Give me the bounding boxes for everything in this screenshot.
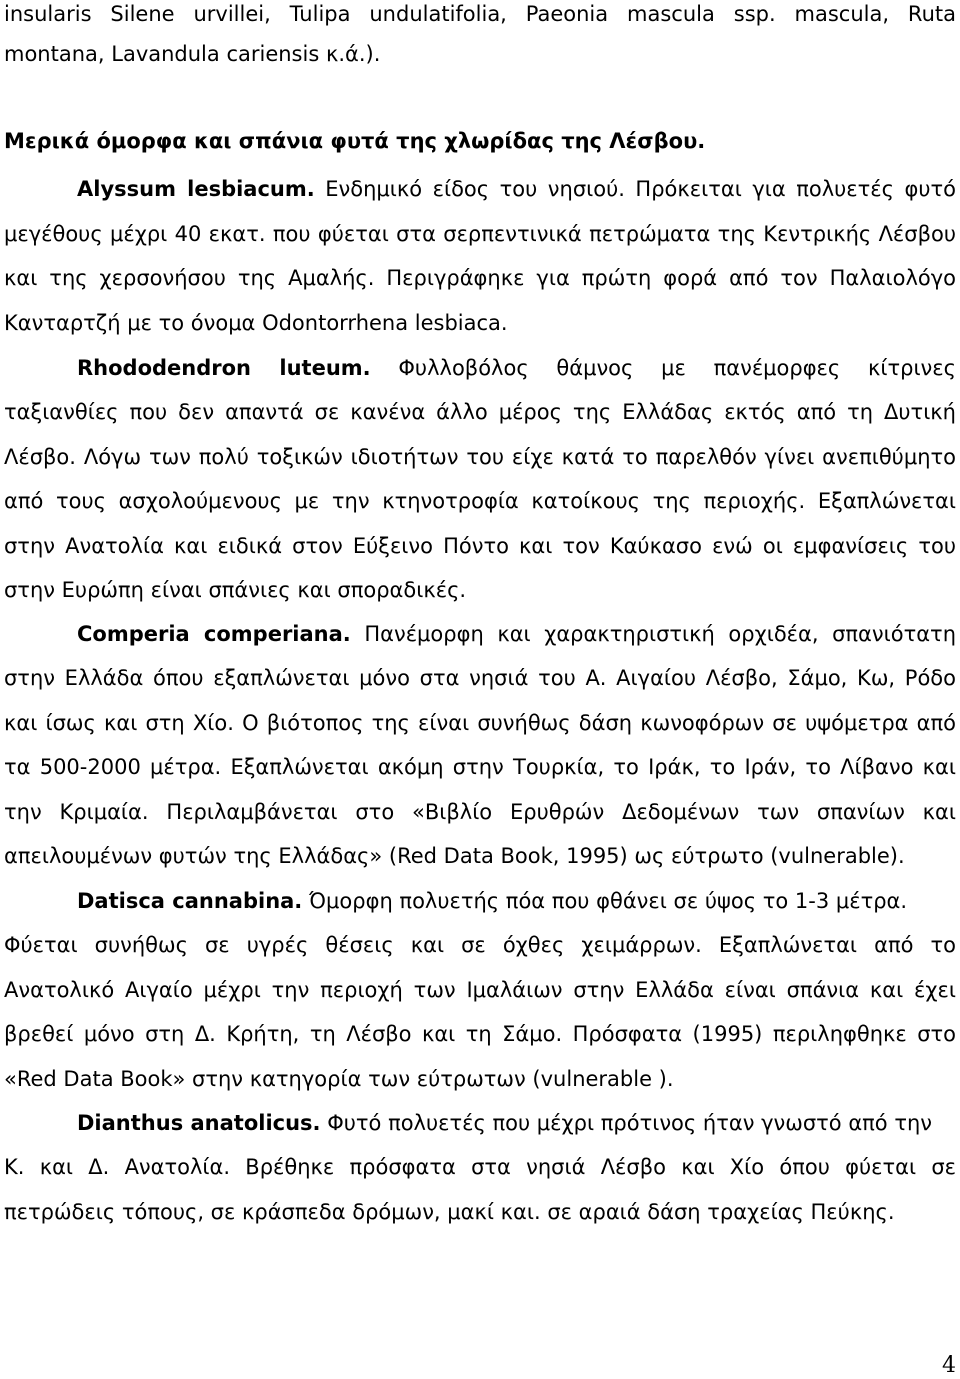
- dianthus-name: Dianthus anatolicus.: [77, 1111, 321, 1135]
- comperia-line-3: και ίσως και στη Χίο. Ο βιότοπος της είναι συνήθως δάση κωνοφόρων σε υψόμετρα από: [4, 711, 956, 735]
- intro-line-1: insularis Silene urvillei, Tulipa undulatifolia, Paeonia mascula ssp. mascula, Ruta: [4, 2, 956, 26]
- alyssum-paragraph-line-1: [77, 175, 956, 203]
- dianthus-line-2: Κ. και Δ. Ανατολία. Βρέθηκε πρόσφατα στα νησιά Λέσβο και Χίο όπου φύεται σε: [4, 1155, 956, 1179]
- alyssum-line-2: μεγέθους μέχρι 40 εκατ. που φύεται στα σερπεντινικά πετρώματα της Κεντρικής Λέσβου: [4, 222, 956, 246]
- section-title-text: Μερικά όμορφα και σπάνια φυτά της χλωρίδας της Λέσβου.: [4, 129, 706, 153]
- datisca-line-2: Φύεται συνήθως σε υγρές θέσεις και σε όχθες χειμάρρων. Εξαπλώνεται από το: [4, 933, 956, 957]
- rhododendron-text-1: Φυλλοβόλος θάμνος με πανέμορφες κίτρινες: [398, 356, 956, 380]
- dianthus-line-3: πετρώδεις τόπους, σε κράσπεδα δρόμων, μακί και. σε αραιά δάση τραχείας Πεύκης.: [4, 1200, 895, 1224]
- alyssum-text-1: Ενδημικό είδος του νησιού. Πρόκειται για πολυετές φυτό: [325, 177, 956, 201]
- datisca-line-4: βρεθεί μόνο στη Δ. Κρήτη, τη Λέσβο και τη Σάμο. Πρόσφατα (1995) περιληφθηκε στο: [4, 1022, 956, 1046]
- datisca-paragraph-line-1: [77, 887, 956, 915]
- comperia-paragraph-line-1: [77, 620, 956, 648]
- datisca-line-3: Ανατολικό Αιγαίο μέχρι την περιοχή των Ιμαλάιων στην Ελλάδα είναι σπάνια και έχει: [4, 978, 956, 1002]
- datisca-text-1: Όμορφη πολυετής πόα που φθάνει σε ύψος το 1-3 μέτρα.: [308, 889, 908, 913]
- comperia-line-4: τα 500-2000 μέτρα. Εξαπλώνεται ακόμη στην Τουρκία, το Ιράκ, το Ιράν, το Λίβανο και: [4, 755, 956, 779]
- dianthus-paragraph-line-1: [77, 1109, 956, 1137]
- comperia-name: Comperia comperiana.: [77, 622, 351, 646]
- rhododendron-name: Rhododendron luteum.: [77, 356, 371, 380]
- alyssum-name: Alyssum lesbiacum.: [77, 177, 315, 201]
- section-title: [4, 127, 956, 155]
- intro-line-2: montana, Lavandula cariensis κ.ά.).: [4, 42, 381, 66]
- alyssum-line-3: και της χερσονήσου της Αμαλής. Περιγράφηκε για πρώτη φορά από τον Παλαιολόγο: [4, 266, 956, 290]
- rhododendron-paragraph-line-1: [77, 354, 956, 382]
- comperia-line-5: την Κριμαία. Περιλαμβάνεται στο «Βιβλίο Ερυθρών Δεδομένων των σπανίων και: [4, 800, 956, 824]
- rhododendron-line-6: στην Ευρώπη είναι σπάνιες και σποραδικές.: [4, 578, 467, 602]
- rhododendron-line-3: Λέσβο. Λόγω των πολύ τοξικών ιδιοτήτων του είχε κατά το παρελθόν γίνει ανεπιθύμητο: [4, 445, 956, 469]
- rhododendron-line-2: ταξιανθίες που δεν απαντά σε κανένα άλλο μέρος της Ελλάδας εκτός από τη Δυτική: [4, 400, 956, 424]
- dianthus-text-1: Φυτό πολυετές που μέχρι πρότινος ήταν γνωστό από την: [327, 1111, 933, 1135]
- comperia-line-6: απειλουμένων φυτών της Ελλάδας» (Red Data Book, 1995) ως εύτρωτο (vulnerable).: [4, 844, 905, 868]
- datisca-line-5: «Red Data Book» στην κατηγορία των εύτρωτων (vulnerable ).: [4, 1067, 674, 1091]
- rhododendron-line-5: στην Ανατολία και ειδικά στον Εύξεινο Πόντο και τον Καύκασο ενώ οι εμφανίσεις του: [4, 534, 956, 558]
- page-number: 4: [942, 1353, 956, 1378]
- rhododendron-line-4: από τους ασχολούμενους με την κτηνοτροφία κατοίκους της περιοχής. Εξαπλώνεται: [4, 489, 956, 513]
- comperia-text-1: Πανέμορφη και χαρακτηριστική ορχιδέα, σπανιότατη: [364, 622, 957, 646]
- alyssum-line-4: Κανταρτζή με το όνομα Odontorrhena lesbiaca.: [4, 311, 508, 335]
- comperia-line-2: στην Ελλάδα όπου εξαπλώνεται μόνο στα νησιά του Α. Αιγαίου Λέσβο, Σάμο, Κω, Ρόδο: [4, 666, 956, 690]
- datisca-name: Datisca cannabina.: [77, 889, 303, 913]
